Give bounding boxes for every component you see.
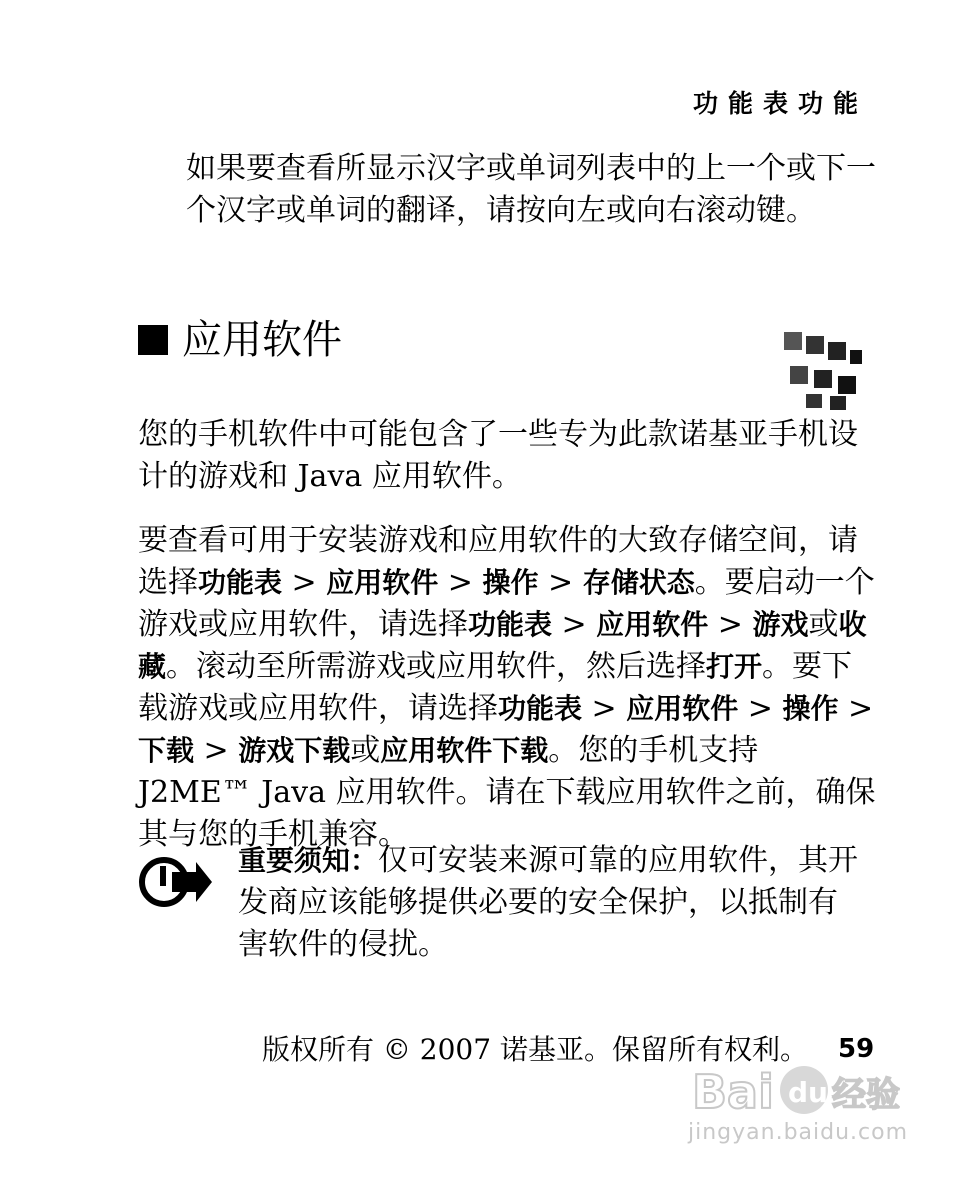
intro-paragraph: 如果要查看所显示汉字或单词列表中的上一个或下一个汉字或单词的翻译，请按向左或向右滚动键。 bbox=[186, 151, 876, 228]
intro-applications-paragraph: 您的手机软件中可能包含了一些专为此款诺基亚手机设计的游戏和 Java 应用软件。 bbox=[138, 417, 858, 494]
section-heading-text: 应用软件 bbox=[182, 317, 342, 363]
section-heading bbox=[138, 314, 342, 366]
instructions-paragraph: 要查看可用于安装游戏和应用软件的大致存储空间，请选择功能表 > 应用软件 > 操作 > 存储状态。要启动一个游戏或应用软件，请选择功能表 > 应用软件 > 游戏或收藏。滚动至所需游戏或应用软件，然后选择打开。要下载游戏或应用软件，请选择功能表 > 应用软件 > 操作 > 下载 > 游戏下载或应用软件下载。您的手机支持 J2ME™ Java 应用软件。请在下载应用软件之前，确保其与您的手机兼容。 bbox=[138, 523, 876, 852]
important-note-icon bbox=[138, 852, 212, 912]
heading-bullet bbox=[138, 325, 168, 355]
note-text: 仅可安装来源可靠的应用软件，其开发商应该能够提供必要的安全保护，以抵制有害软件的侵扰。 bbox=[238, 843, 859, 962]
applications-icon bbox=[780, 322, 866, 412]
important-note bbox=[238, 840, 858, 966]
page-header-title: 功能表功能 bbox=[692, 89, 868, 118]
note-label: 重要须知： bbox=[238, 844, 379, 877]
watermark-url: jingyan.baidu.com bbox=[688, 1120, 909, 1145]
copyright-footer: 版权所有 © 2007 诺基亚。保留所有权利。 bbox=[262, 1033, 808, 1066]
svg-text:du: du bbox=[788, 1076, 828, 1109]
baidu-jingyan-watermark-logo bbox=[692, 1060, 912, 1120]
svg-text:经验: 经验 bbox=[832, 1075, 900, 1115]
page-number: 59 bbox=[838, 1034, 875, 1064]
svg-text:Bai: Bai bbox=[692, 1065, 774, 1119]
